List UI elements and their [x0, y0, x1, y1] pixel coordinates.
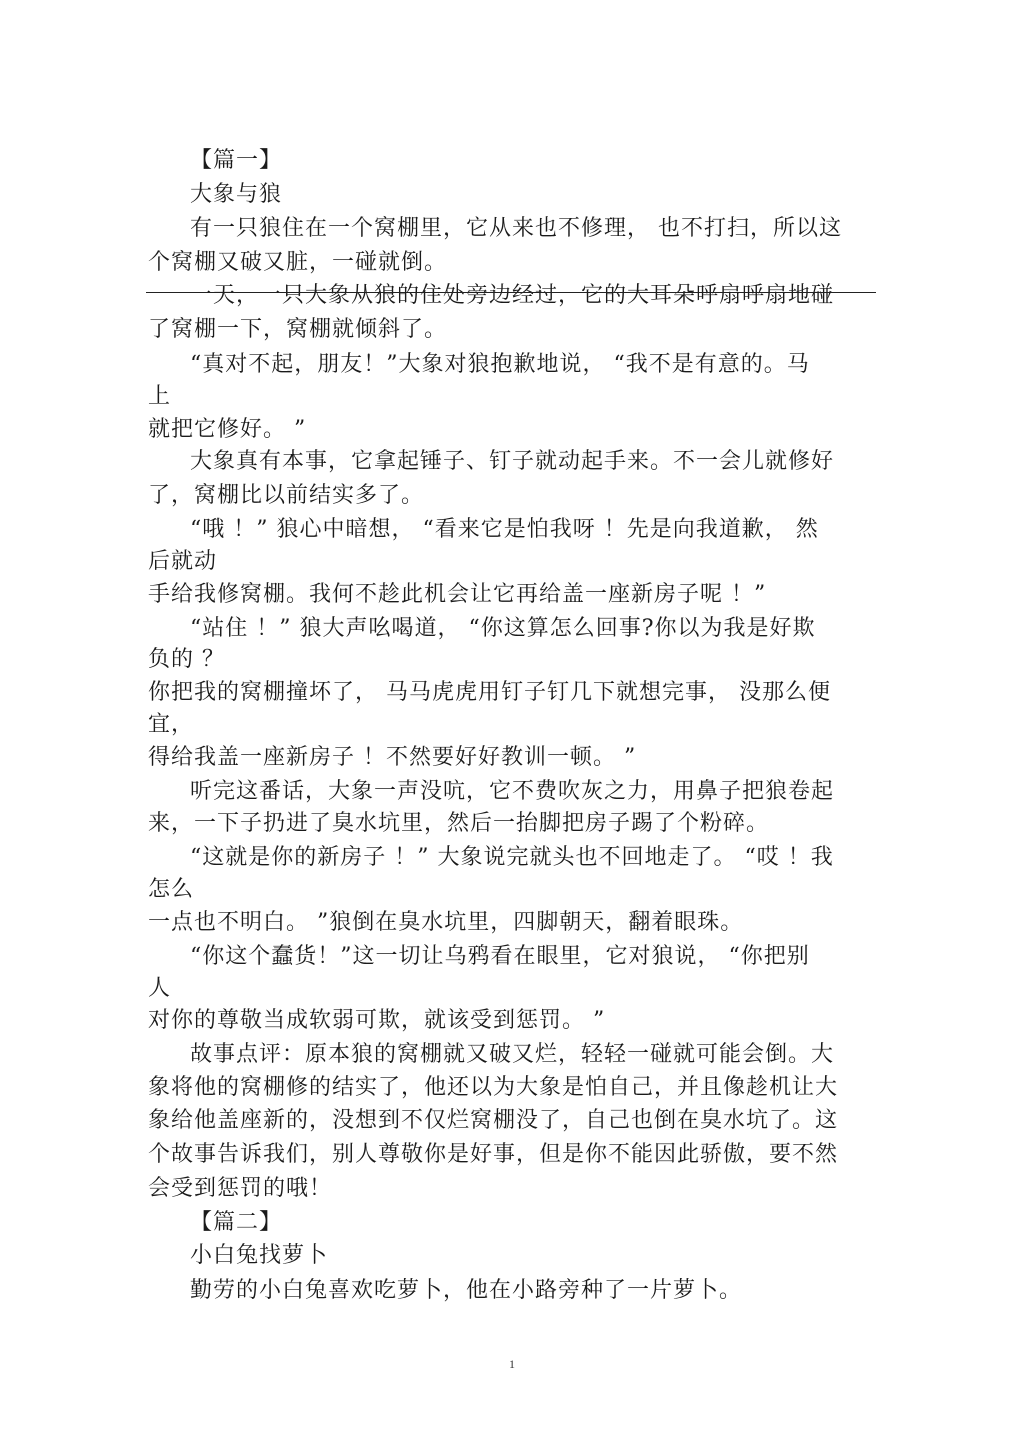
text-line: 会受到惩罚的哦！: [148, 1176, 333, 1201]
text-line: 一点也不明白。 ”狼倒在臭水坑里，四脚朝天，翻着眼珠。: [148, 910, 744, 935]
text-line: 大象与狼: [190, 182, 283, 207]
text-line: 个故事告诉我们，别人尊敬你是好事，但是你不能因此骄傲，要不然: [148, 1142, 839, 1167]
text-line: 宜，: [148, 712, 195, 737]
text-line: 象将他的窝棚修的结实了，他还以为大象是怕自己，并且像趁机让大: [148, 1075, 839, 1100]
text-line: 人: [148, 976, 172, 1001]
text-line: 小白兔找萝卜: [190, 1243, 329, 1268]
text-line: “你这个蠢货！”这一切让乌鸦看在眼里，它对狼说， “你把别: [190, 944, 810, 969]
text-line: 一天，一只大象从狼的住处旁边经过，它的大耳朵呼扇呼扇地碰: [190, 283, 835, 308]
text-line: 来，一下子扔进了臭水坑里，然后一抬脚把房子踢了个粉碎。: [148, 811, 770, 836]
text-line: 了，窝棚比以前结实多了。: [148, 483, 425, 508]
text-line: “站住 ！” 狼大声吆喝道， “你这算怎么回事?你以为我是好欺: [190, 616, 816, 641]
text-line: 对你的尊敬当成软弱可欺，就该受到惩罚。 ”: [148, 1008, 606, 1033]
text-line: 了窝棚一下，窝棚就倾斜了。: [148, 317, 448, 342]
text-line: 上: [148, 384, 172, 409]
text-line: 【篇二】: [190, 1210, 283, 1235]
horizontal-rule: [146, 292, 876, 293]
page-number: 1: [509, 1357, 515, 1371]
text-line: 勤劳的小白兔喜欢吃萝卜，他在小路旁种了一片萝卜。: [190, 1278, 743, 1303]
text-line: 个窝棚又破又脏，一碰就倒。: [148, 250, 448, 275]
text-line: “这就是你的新房子 ！” 大象说完就头也不回地走了。 “哎 ！我: [190, 845, 834, 870]
text-line: 象给他盖座新的，没想到不仅烂窝棚没了，自己也倒在臭水坑了。这: [148, 1108, 839, 1133]
text-line: 你把我的窝棚撞坏了， 马马虎虎用钉子钉几下就想完事， 没那么便: [148, 680, 831, 705]
text-line: “真对不起，朋友！”大象对狼抱歉地说， “我不是有意的。马: [190, 352, 810, 377]
text-line: 故事点评：原本狼的窝棚就又破又烂，轻轻一碰就可能会倒。大: [190, 1042, 835, 1067]
text-line: 负的 ？: [148, 647, 225, 672]
text-line: 后就动: [148, 549, 218, 574]
text-line: “哦 ！” 狼心中暗想， “看来它是怕我呀 ！先是向我道歉， 然: [190, 517, 819, 542]
text-line: 大象真有本事，它拿起锤子、钉子就动起手来。不一会儿就修好: [190, 449, 835, 474]
text-line: 怎么: [148, 877, 195, 902]
text-line: 就把它修好。 ”: [148, 417, 307, 442]
text-line: 听完这番话，大象一声没吭，它不费吹灰之力，用鼻子把狼卷起: [190, 779, 835, 804]
text-line: 手给我修窝棚。我何不趁此机会让它再给盖一座新房子呢 ！”: [148, 582, 767, 607]
text-line: 【篇一】: [190, 148, 283, 173]
text-line: 得给我盖一座新房子 ！不然要好好教训一顿。 ”: [148, 745, 637, 770]
text-line: 有一只狼住在一个窝棚里，它从来也不修理， 也不打扫，所以这: [190, 216, 842, 241]
